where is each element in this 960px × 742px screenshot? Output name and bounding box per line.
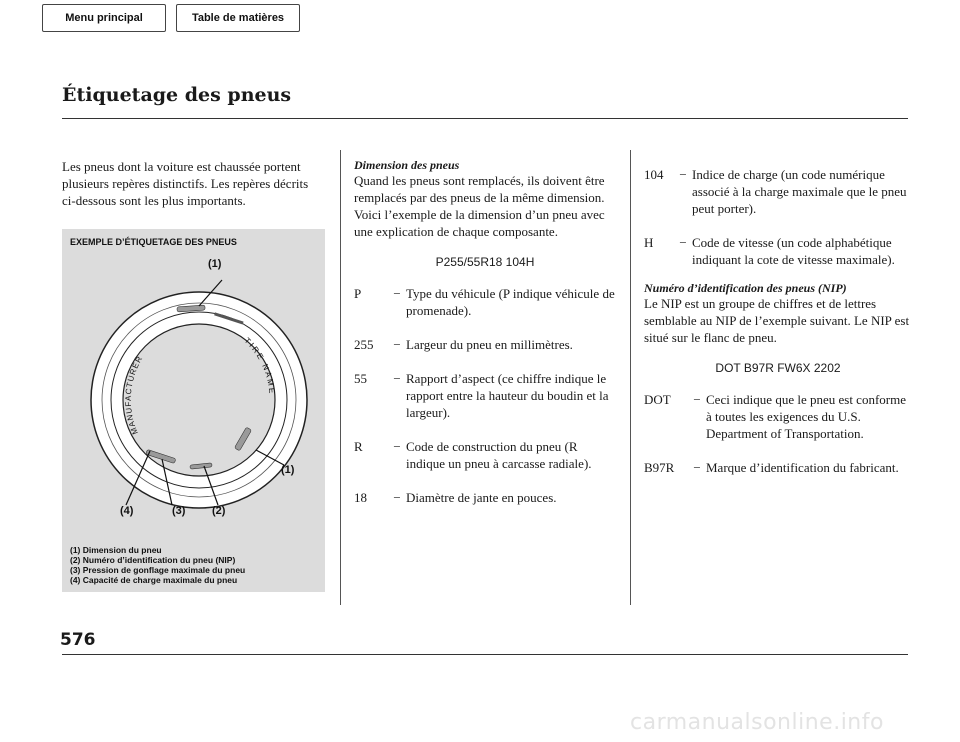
definition-text: Code de vitesse (un code alphabétique indiquant la cote de vitesse maximale). <box>692 235 895 267</box>
definition-key: 18 <box>354 490 367 505</box>
tire-name-label: TIRE NAME <box>242 335 277 396</box>
definition-text: Ceci indique que le pneu est conforme à toutes les exigences du U.S. Department of Transportation. <box>706 392 906 441</box>
figure-title: EXEMPLE D’ÉTIQUETAGE DES PNEUS <box>70 237 237 247</box>
definition-row <box>644 391 912 442</box>
tire-size-body: Quand les pneus sont remplacés, ils doivent être remplacés par des pneus de la même dimension. Voici l’exemple de la dimension d’un pneu avec une explication de chaque composante. <box>354 173 605 239</box>
tire-size-definitions <box>354 285 616 506</box>
definition-dash: − <box>393 371 401 386</box>
definition-row <box>354 489 616 506</box>
legend-item: (4) Capacité de charge maximale du pneu <box>70 575 238 585</box>
definition-text: Rapport d’aspect (ce chiffre indique le rapport entre la hauteur du boudin et la largeur). <box>406 371 609 420</box>
legend-item: (2) Numéro d’identification du pneu (NIP) <box>70 555 236 565</box>
callout-4: (4) <box>120 505 134 517</box>
tire-size-heading: Dimension des pneus <box>354 158 460 172</box>
definition-text: Marque d’identification du fabricant. <box>706 460 899 475</box>
definition-dash: − <box>679 235 687 250</box>
callout-2: (2) <box>212 505 226 517</box>
definition-key: DOT <box>644 392 671 407</box>
definition-text: Indice de charge (un code numérique associé à la charge maximale que le pneu peut porter). <box>692 167 907 216</box>
tin-definitions <box>644 391 912 476</box>
tin-heading: Numéro d’identification des pneus (NIP) <box>644 281 847 295</box>
definition-dash: − <box>393 490 401 505</box>
callout-1-top: (1) <box>208 258 222 270</box>
header-rule <box>62 118 908 119</box>
tin-column <box>644 166 912 493</box>
page-number: 576 <box>60 630 96 650</box>
tin-example: DOT B97R FW6X 2202 <box>715 361 841 375</box>
tire-size-example: P255/55R18 104H <box>435 255 535 269</box>
definition-dash: − <box>393 439 401 454</box>
definition-row <box>354 370 616 421</box>
definition-dash: − <box>693 460 701 475</box>
watermark: carmanualsonline.info <box>630 710 884 735</box>
intro-text: Les pneus dont la voiture est chaussée portent plusieurs repères distinctifs. Les repères décrits ci-dessous sont les plus importants. <box>62 159 309 208</box>
tin-body: Le NIP est un groupe de chiffres et de lettres semblable au NIP de l’exemple suivant. Le NIP est situé sur le flanc de pneu. <box>644 296 910 345</box>
definition-row <box>354 438 616 472</box>
definition-dash: − <box>693 392 701 407</box>
definition-key: 55 <box>354 371 367 386</box>
definition-key: R <box>354 439 363 454</box>
legend-item: (1) Dimension du pneu <box>70 545 162 555</box>
column-divider <box>340 150 341 605</box>
definition-text: Largeur du pneu en millimètres. <box>406 337 573 352</box>
callout-3: (3) <box>172 505 186 517</box>
manufacturer-label: MANUFACTURER <box>123 353 145 436</box>
tire-labeling-figure <box>62 229 325 592</box>
tire-size-column <box>354 158 616 523</box>
main-menu-button[interactable]: Menu principal <box>42 4 166 32</box>
definition-key: 104 <box>644 167 664 182</box>
definition-row <box>354 336 616 353</box>
definition-dash: − <box>393 286 401 301</box>
definition-row <box>644 166 912 217</box>
definition-key: H <box>644 235 654 250</box>
definition-text: Diamètre de jante en pouces. <box>406 490 557 505</box>
definition-row <box>644 459 912 476</box>
definition-key: 255 <box>354 337 374 352</box>
legend-item: (3) Pression de gonflage maximale du pneu <box>70 565 246 575</box>
definition-row <box>644 234 912 268</box>
definition-text: Type du véhicule (P indique véhicule de promenade). <box>406 286 615 318</box>
callout-1-right: (1) <box>281 464 295 476</box>
definition-key: B97R <box>644 460 675 475</box>
definition-dash: − <box>679 167 687 182</box>
tire-illustration <box>62 229 325 592</box>
figure-legend <box>70 545 245 585</box>
definition-key: P <box>354 286 362 301</box>
footer-rule <box>62 654 908 655</box>
page-title: Étiquetage des pneus <box>62 84 292 106</box>
definition-text: Code de construction du pneu (R indique un pneu à carcasse radiale). <box>406 439 592 471</box>
intro-column <box>62 158 312 209</box>
definition-row <box>354 285 616 319</box>
definition-dash: − <box>393 337 401 352</box>
table-of-contents-button[interactable]: Table de matières <box>176 4 300 32</box>
column-divider <box>630 150 631 605</box>
